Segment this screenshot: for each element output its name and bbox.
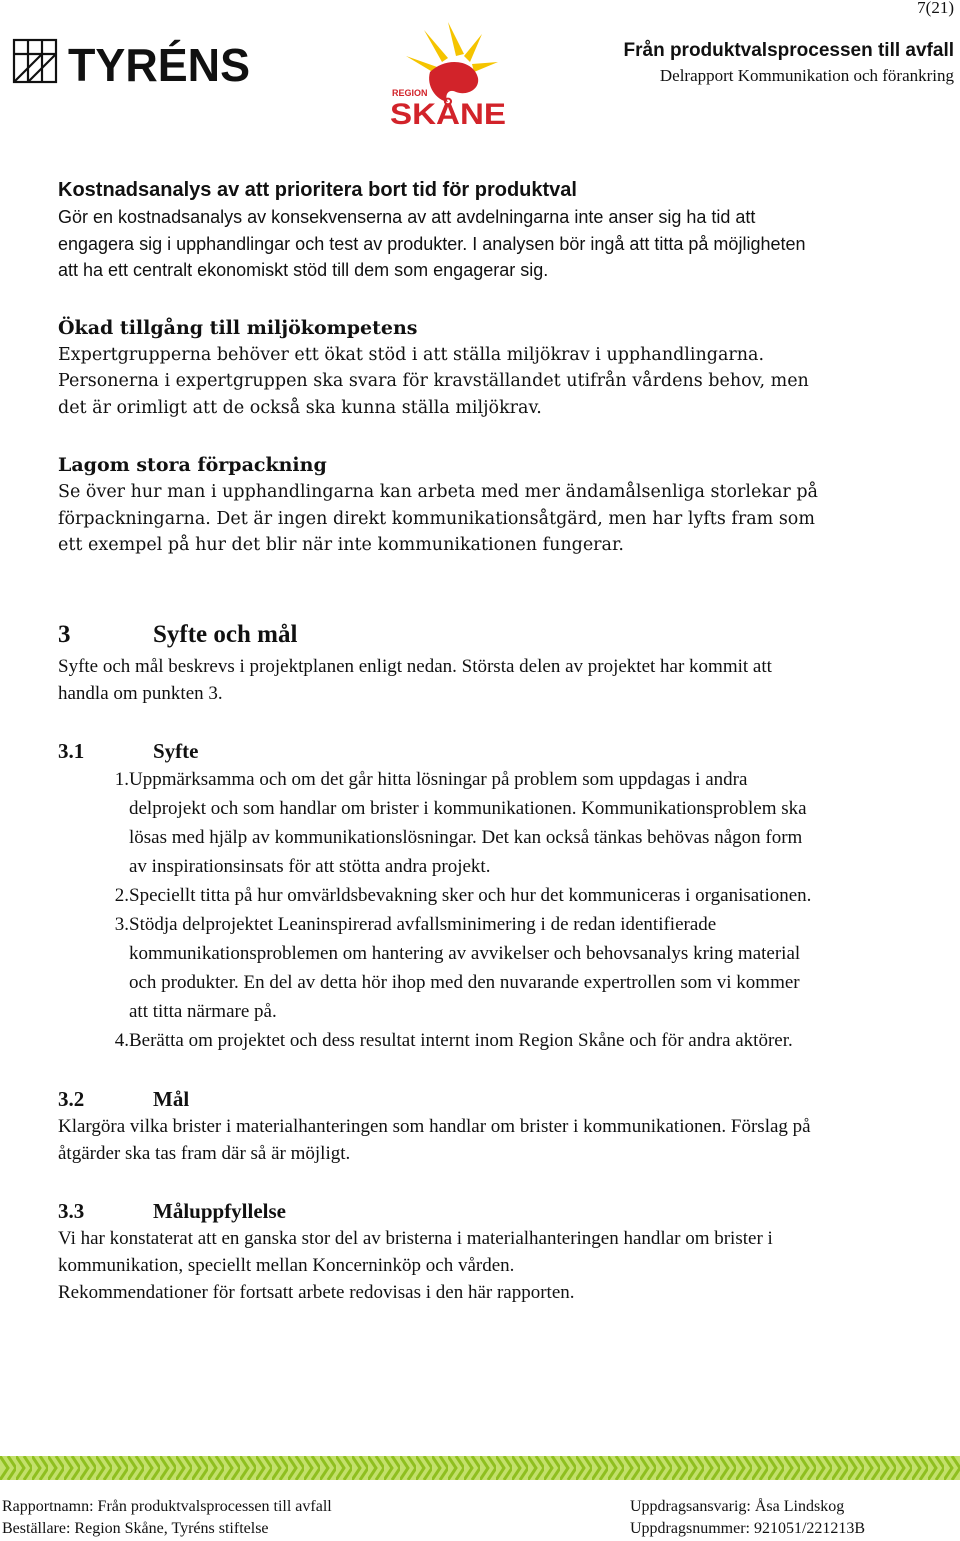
chapter-title: Syfte och mål (153, 620, 298, 648)
subsection-title: Mål (153, 1086, 190, 1111)
subsection-body: Klargöra vilka brister i materialhanteringen som handlar om brister i kommunikationen. Förslag på åtgärder ska tas fram där så är möjligt. (58, 1115, 811, 1164)
logo-skane-text: SKÅNE (390, 98, 506, 128)
list-item (58, 765, 818, 881)
chapter-heading (58, 619, 818, 651)
tyrens-logo (12, 36, 252, 88)
section-miljokompetens (58, 314, 818, 422)
page-number: 7(21) (917, 0, 954, 17)
list-item-number: 1. (114, 768, 129, 790)
list-item-text: Stödja delprojektet Leaninspirerad avfallsminimering i de redan identifierade kommunikationsproblemen om hantering av avvikelser och behovsanalys kring material och produkter. En del av detta hör ihop med den nuvarande expertrollen som vi kommer att titta närmare på. (129, 913, 801, 1022)
section-forpackning (58, 451, 818, 559)
footer-responsible: Uppdragsansvarig: Åsa Lindskog (630, 1498, 845, 1515)
chapter-number: 3 (58, 620, 71, 648)
list-item-number: 3. (114, 913, 129, 935)
logo-region-text: REGION (392, 88, 428, 98)
section-heading: Lagom stora förpackning (58, 454, 327, 476)
footer-client: Beställare: Region Skåne, Tyréns stiftelse (2, 1520, 269, 1537)
subsection-number: 3.1 (58, 738, 85, 763)
subsection-heading (58, 1197, 818, 1225)
subsection-heading (58, 737, 818, 765)
subsection-mal (58, 1085, 818, 1167)
footer-report-name: Rapportnamn: Från produktvalsprocessen till avfall (2, 1498, 332, 1515)
section-body: Se över hur man i upphandlingarna kan arbeta med mer ändamålsenliga storlekar på förpackningarna. Det är ingen direkt kommunikationsåtgärd, men har lyfts fram som ett exempel på hur det blir när inte kommunikationen fungerar. (58, 482, 818, 555)
list-item-text: Uppmärksamma och om det går hitta lösningar på problem som uppdagas i andra delprojekt och som handlar om brister i kommunikationen. Kommunikationsproblem ska lösas med hjälp av kommunikationslösningar. Det kan också tänkas behövas någon form av inspirationsinsats för att stötta andra projekt. (129, 768, 807, 877)
subsection-title: Syfte (153, 738, 199, 763)
list-item (58, 1026, 818, 1055)
list-item-text: Speciellt titta på hur omvärldsbevakning sker och hur det kommuniceras i organisationen. (129, 884, 812, 906)
document-title: Från produktvalsprocessen till avfall (623, 40, 954, 61)
section-heading: Kostnadsanalys av att prioritera bort tid för produktval (58, 179, 577, 201)
page-content (58, 176, 818, 1306)
list-item-number: 4. (114, 1029, 129, 1051)
region-skane-logo (386, 16, 510, 128)
subsection-number: 3.2 (58, 1086, 85, 1111)
document-subtitle: Delrapport Kommunikation och förankring (659, 66, 954, 85)
section-kostnadsanalys (58, 176, 818, 284)
chapter-3 (58, 619, 818, 707)
subsection-syfte (58, 737, 818, 1055)
chapter-body: Syfte och mål beskrevs i projektplanen enligt nedan. Största delen av projektet har kommit att handla om punkten 3. (58, 655, 772, 704)
list-item (58, 910, 818, 1026)
section-heading: Ökad tillgång till miljökompetens (58, 316, 418, 339)
tyrens-logo-text: TYRÉNS (68, 39, 250, 88)
subsection-number: 3.3 (58, 1198, 85, 1223)
goals-list (58, 765, 818, 1055)
footer-pattern-band (0, 1456, 960, 1480)
subsection-title: Måluppfyllelse (153, 1198, 287, 1223)
footer-assignment-number: Uppdragsnummer: 921051/221213B (630, 1520, 866, 1537)
subsection-body: Vi har konstaterat att en ganska stor del av bristerna i materialhanteringen handlar om brister i kommunikation, speciellt mellan Koncerninköp och vården. (58, 1227, 773, 1276)
subsection-maluppfyllelse (58, 1197, 818, 1306)
list-item-text: Berätta om projektet och dess resultat internt inom Region Skåne och för andra aktörer. (129, 1029, 793, 1051)
section-body: Gör en kostnadsanalys av konsekvenserna av att avdelningarna inte anser sig ha tid att engagera sig i upphandlingar och test av produkter. I analysen bör ingå att titta på möjligheten att ha ett centralt ekonomiskt stöd till dem som engagerar sig. (58, 207, 806, 280)
subsection-heading (58, 1085, 818, 1113)
section-body: Expertgrupperna behöver ett ökat stöd i att ställa miljökrav i upphandlingarna. Personerna i expertgruppen ska svara för kravställandet utifrån vårdens behov, men det är orimligt att de också ska kunna ställa miljökrav. (58, 344, 809, 418)
list-item (58, 881, 818, 910)
list-item-number: 2. (114, 884, 129, 906)
subsection-body-2: Rekommendationer för fortsatt arbete redovisas i den här rapporten. (58, 1281, 575, 1303)
